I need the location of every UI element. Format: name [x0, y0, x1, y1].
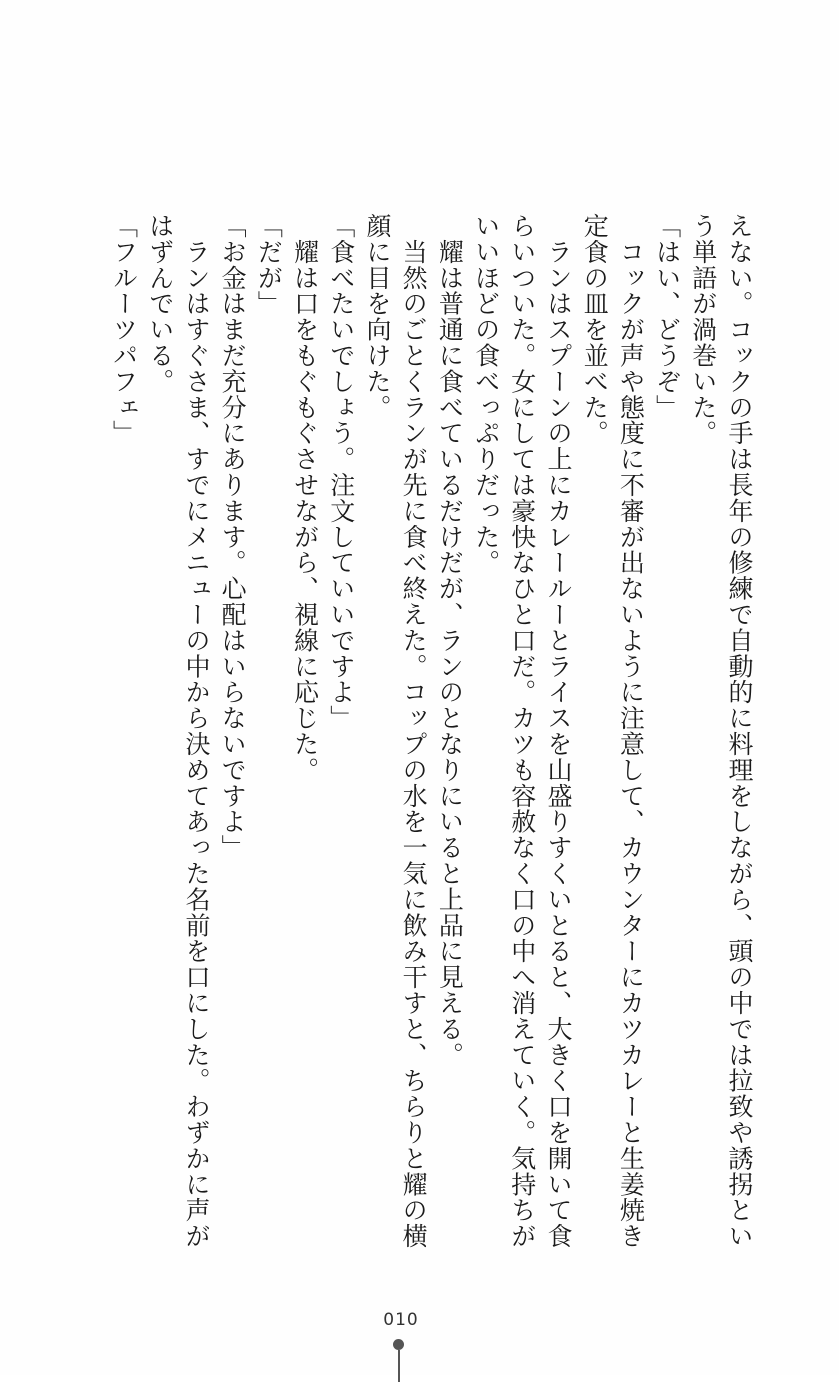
text-line: ランはスプーンの上にカレールーとライスを山盛りすくいとると、大きく口を開いて食 — [543, 213, 573, 1249]
text-line: 「食べたいでしょう。注文していいですよ」 — [326, 213, 356, 731]
page-marker-dot-icon — [393, 1339, 404, 1350]
text-line: はずんでいる。 — [145, 213, 175, 395]
text-line: 「はい、どうぞ」 — [652, 213, 682, 421]
text-line: 定食の皿を並べた。 — [580, 213, 610, 447]
vertical-body-text — [105, 213, 757, 1249]
text-line: 「お金はまだ充分にあります。心配はいらないですよ」 — [218, 213, 248, 861]
text-line: 耀は普通に食べているだけだが、ランのとなりにいると上品に見える。 — [435, 213, 465, 1068]
text-line: 耀は口をもぐもぐさせながら、視線に応じた。 — [290, 213, 320, 783]
page-marker-rule — [398, 1350, 400, 1382]
text-line: らいついた。女にしては豪快なひと口だ。カツも容赦なく口の中へ消えていく。気持ちが — [507, 213, 537, 1249]
text-line: ランはすぐさま、すでにメニューの中から決めてあった名前を口にした。わずかに声が — [181, 213, 211, 1249]
text-line: 当然のごとくランが先に食べ終えた。コップの水を一気に飲み干すと、ちらりと耀の横 — [399, 213, 429, 1249]
text-line: 「だが」 — [254, 213, 284, 317]
text-line: いいほどの食べっぷりだった。 — [471, 213, 501, 576]
page-number: 010 — [383, 1310, 419, 1330]
text-line: う単語が渦巻いた。 — [688, 213, 718, 447]
text-line: えない。コックの手は長年の修練で自動的に料理をしながら、頭の中では拉致や誘拐とい — [725, 213, 754, 1249]
text-line: 「フルーツパフェ」 — [109, 213, 139, 447]
text-line: コックが声や態度に不審が出ないように注意して、カウンターにカツカレーと生姜焼き — [616, 213, 646, 1249]
text-line: 顔に目を向けた。 — [362, 213, 392, 421]
